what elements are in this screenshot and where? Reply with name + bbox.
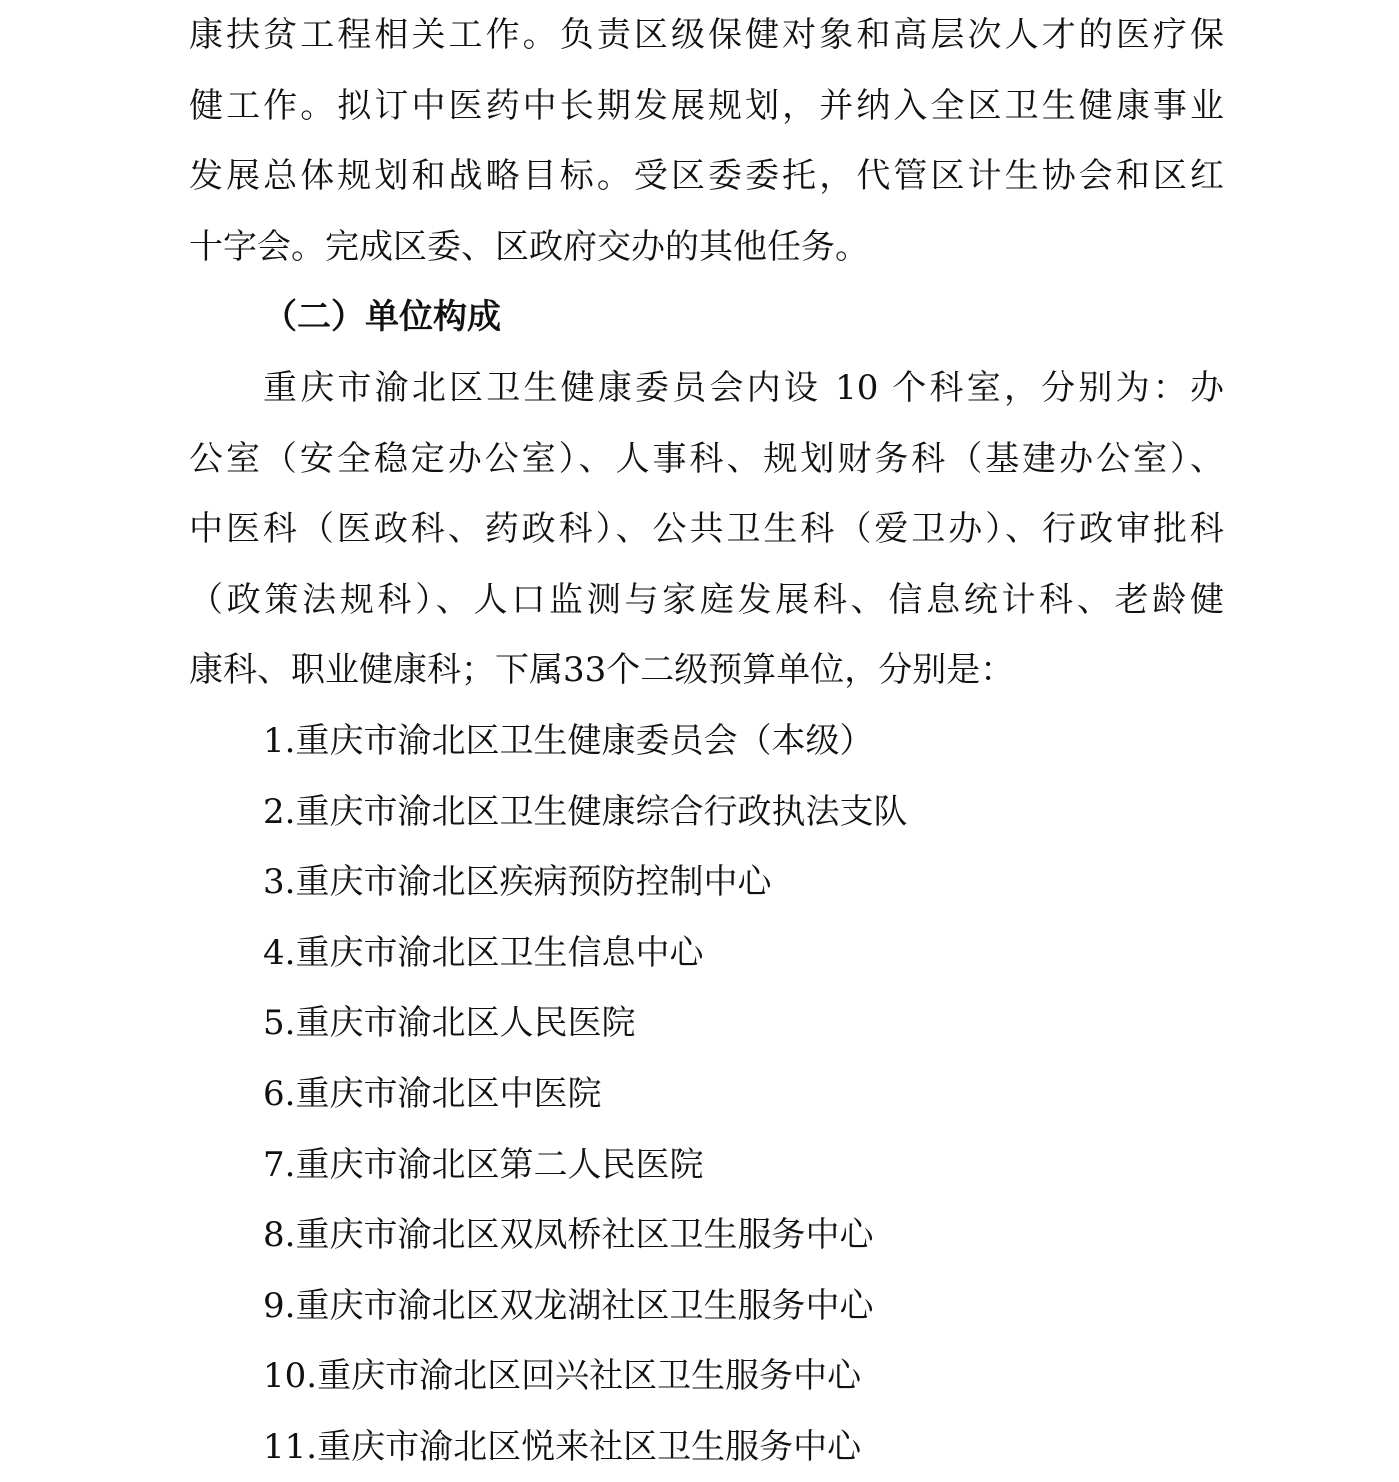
unit-list-item: 9.重庆市渝北区双龙湖社区卫生服务中心	[263, 1285, 874, 1326]
unit-list-item: 7.重庆市渝北区第二人民医院	[263, 1144, 704, 1185]
unit-list-item: 10.重庆市渝北区回兴社区卫生服务中心	[263, 1356, 862, 1397]
unit-list-item: 6.重庆市渝北区中医院	[263, 1073, 602, 1114]
unit-list-item: 3.重庆市渝北区疾病预防控制中心	[263, 862, 772, 903]
paragraph-line: 中医科（医政科、药政科）、公共卫生科（爱卫办）、行政审批科	[189, 509, 1224, 550]
unit-list-item: 1.重庆市渝北区卫生健康委员会（本级）	[263, 720, 874, 761]
unit-list-item: 8.重庆市渝北区双凤桥社区卫生服务中心	[263, 1215, 874, 1256]
unit-list-item: 2.重庆市渝北区卫生健康综合行政执法支队	[263, 791, 908, 832]
paragraph-line: （政策法规科）、人口监测与家庭发展科、信息统计科、老龄健	[189, 579, 1224, 620]
paragraph-line: 公室（安全稳定办公室）、人事科、规划财务科（基建办公室）、	[189, 438, 1224, 479]
section-heading: （二）单位构成	[263, 297, 501, 338]
paragraph-line: 康扶贫工程相关工作。负责区级保健对象和高层次人才的医疗保	[189, 15, 1224, 55]
unit-list-item: 5.重庆市渝北区人民医院	[263, 1003, 636, 1044]
paragraph-line: 重庆市渝北区卫生健康委员会内设 10 个科室，分别为：办	[263, 367, 1224, 408]
document-page	[189, 0, 1224, 1482]
unit-list-item: 11.重庆市渝北区悦来社区卫生服务中心	[263, 1426, 862, 1467]
paragraph-line: 康科、职业健康科；下属33个二级预算单位，分别是：	[189, 650, 1015, 691]
paragraph-line: 十字会。完成区委、区政府交办的其他任务。	[189, 226, 869, 267]
unit-list-item: 4.重庆市渝北区卫生信息中心	[263, 932, 704, 973]
paragraph-line: 健工作。拟订中医药中长期发展规划，并纳入全区卫生健康事业	[189, 85, 1224, 126]
paragraph-line: 发展总体规划和战略目标。受区委委托，代管区计生协会和区红	[189, 156, 1224, 197]
